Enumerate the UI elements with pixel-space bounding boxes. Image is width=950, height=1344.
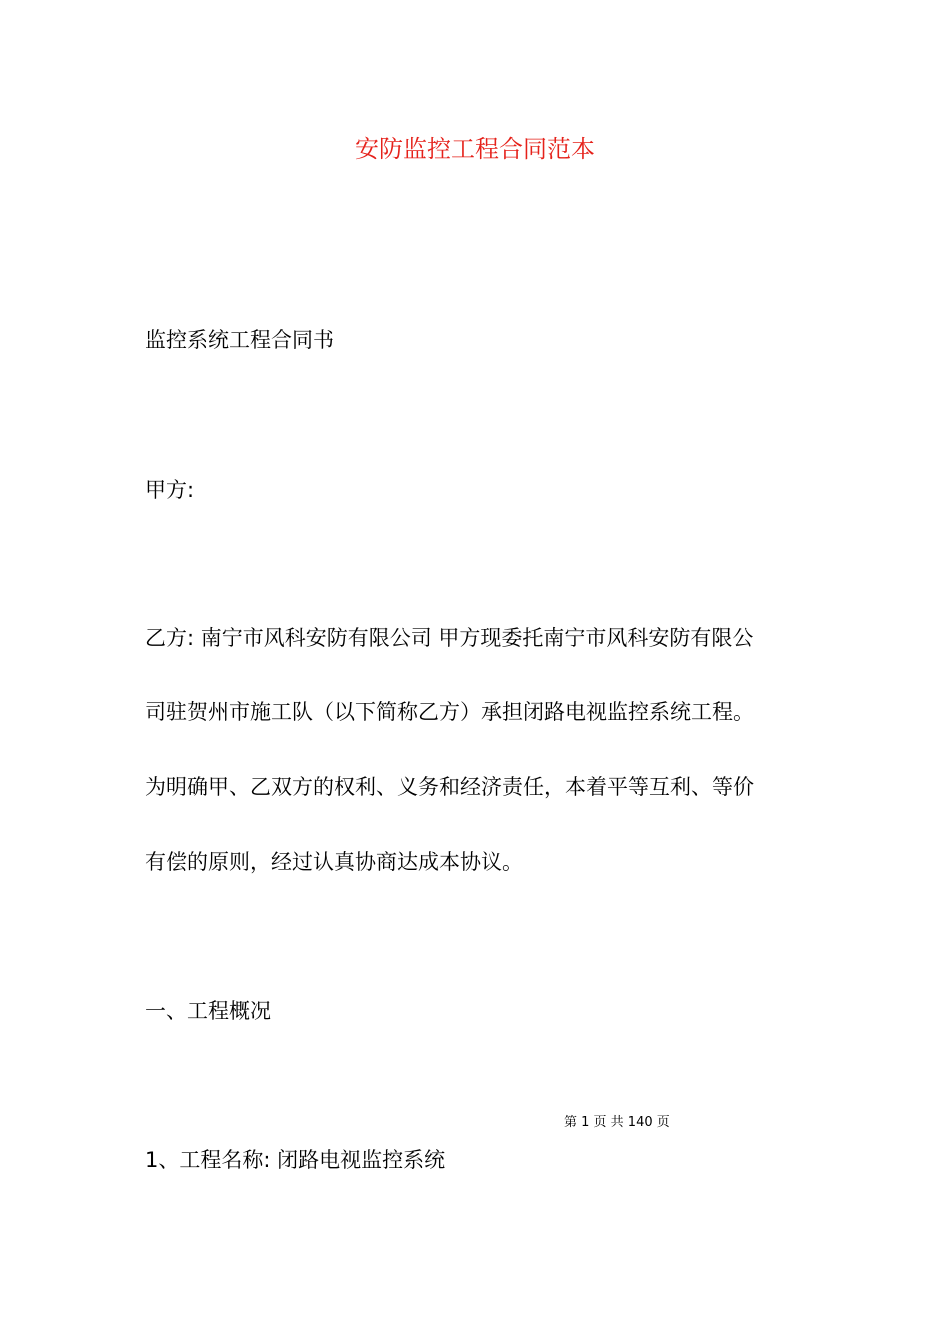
- body-line-4: 有偿的原则，经过认真协商达成本协议。: [145, 850, 523, 874]
- party-b-line: 乙方: 南宁市风科安防有限公司 甲方现委托南宁市风科安防有限公: [145, 626, 754, 650]
- section-heading: 一、工程概况: [145, 999, 271, 1023]
- contract-heading: 监控系统工程合同书: [145, 328, 334, 352]
- project-name-line: 1、工程名称: 闭路电视监控系统: [145, 1148, 446, 1172]
- body-line-3: 为明确甲、乙双方的权利、义务和经济责任，本着平等互利、等价: [145, 775, 754, 799]
- body-line-2: 司驻贺州市施工队（以下简称乙方）承担闭路电视监控系统工程。: [145, 700, 754, 724]
- party-a-line: 甲方:: [145, 478, 195, 502]
- page-footer: 第 1 页 共 140 页: [564, 1115, 670, 1130]
- document-title: 安防监控工程合同范本: [355, 135, 595, 163]
